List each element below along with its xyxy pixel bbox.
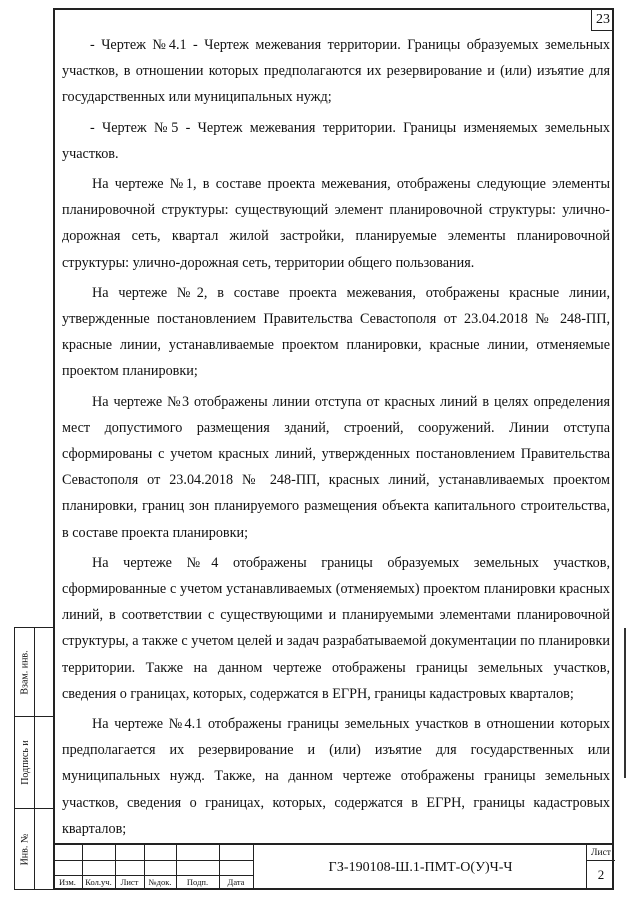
paragraph-drawing-5: - Чертеж №5 - Чертеж межевания территории. Границы изменяемых земельных участков.: [62, 119, 610, 162]
col-ndok: №док.: [148, 877, 172, 887]
paragraph-drawing-4-1-desc: На чертеже №4.1 отображены границы земельных участков в отношении которых предполагается их резервирование и (или) изъятие для государственных или муниципальных нужд. Также, на данном чертеже отображены границы земельных участков, сведения о границах, которых, содержатся в ЕГРН, границы кадастровых кварталов;: [62, 716, 610, 837]
side-label-vzam: Взам. инв.: [19, 649, 31, 695]
side-label-podpis: Подпись и: [19, 739, 31, 785]
paragraph-drawing-2-desc: На чертеже №2, в составе проекта межевания, отображены красные линии, утвержденные постановлением Правительства Севастополя от 23.04.2018 № 248-ПП, красные линии, устанавливаемые проектом планировки, красные линии, отменяемые проектом планировки;: [62, 284, 610, 380]
paragraph-drawing-4-1: - Чертеж №4.1 - Чертеж межевания территории. Границы образуемых земельных участков, в отношении которых предполагаются их резервирование и (или) изъятие для государственных или муниципальных нужд;: [62, 37, 610, 106]
paragraph-drawing-3-desc: На чертеже №3 отображены линии отступа от красных линий в целях определения мест допустимого размещения зданий, строений, сооружений. Линии отступа сформированы с учетом красных линий, утвержденных постановлением Правительства Севастополя от 23.04.2018 № 248-ПП, красных линий, устанавливаемых проектом планировки, границ зон планируемого размещения объекта капитального строительства, в составе проекта планировки;: [62, 393, 610, 541]
sheet-label: Лист: [587, 846, 615, 861]
page-number: 23: [591, 8, 614, 31]
document-body: [62, 32, 610, 842]
col-izm: Изм.: [59, 877, 76, 887]
side-label-inv: Инв. №: [19, 833, 31, 865]
sheet-number: 2: [597, 867, 605, 882]
sheet-cell: [586, 845, 615, 890]
document-code: ГЗ-190108-Ш.1-ПМТ-О(У)Ч-Ч: [253, 845, 587, 890]
paragraph-drawing-4-desc: На чертеже №4 отображены границы образуемых земельных участков, сформированные с учетом устанавливаемых (отменяемых) проектом планировки красных линий, в соответствии с существующими и планируемыми элементами планировочной структуры, а также с учетом целей и задач разрабатываемой документации по планировки территории. Также на данном чертеже отображены границы земельных участков, сведения о границах, которых, содержатся в ЕГРН, границы кадастровых кварталов;: [62, 554, 610, 702]
col-kol: Кол.уч.: [85, 877, 112, 887]
col-data: Дата: [227, 877, 245, 887]
scan-edge-mark: [624, 628, 626, 778]
col-list: Лист: [120, 877, 139, 887]
col-podp: Подп.: [186, 877, 209, 887]
title-block: [53, 843, 614, 890]
paragraph-drawing-1-desc: На чертеже №1, в составе проекта межевания, отображены следующие элементы планировочной структуры: существующий элемент планировочной структуры: улично-дорожная сеть, квартал жилой застройки, планируемые элементы планировочной структуры: улично-дорожная сеть, территории общего пользования.: [62, 176, 610, 271]
side-stamp: [14, 627, 55, 890]
